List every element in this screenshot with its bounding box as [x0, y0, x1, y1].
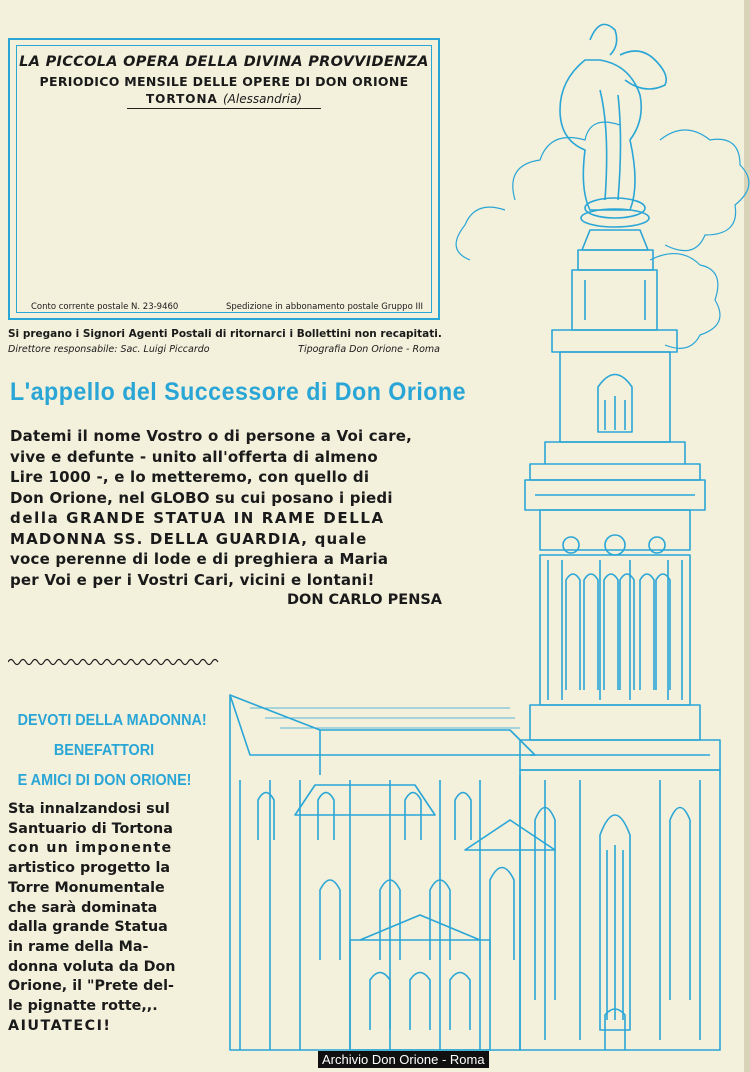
church-roof [230, 695, 555, 850]
devoti-line-1: DEVOTI DELLA MADONNA! [17, 712, 207, 729]
madonna-statue [560, 24, 666, 227]
page-edge [744, 0, 750, 1072]
body-line: che sarà dominata [8, 899, 158, 916]
devoti-line-2: BENEFATTORI [53, 742, 155, 759]
tower-shaft [520, 555, 720, 770]
masthead-rule [127, 108, 321, 109]
appeal-line: Don Orione, nel GLOBO su cui posano i piedi [10, 488, 393, 507]
body-line: Torre Monumentale [8, 879, 165, 896]
appeal-title: L'appello del Successore di Don Orione [10, 378, 467, 406]
appeal-body [10, 426, 442, 610]
masthead-inner-frame [16, 45, 432, 313]
postal-agents-notice: Si pregano i Signori Agenti Postali di ritornarci i Bollettini non recapitati. [8, 328, 442, 340]
appeal-signature: DON CARLO PENSA [286, 592, 442, 608]
masthead-box [8, 38, 440, 320]
director-credit: Direttore responsabile: Sac. Luigi Piccardo [8, 344, 210, 355]
tower-base [520, 770, 720, 1050]
devoti-line-3: E AMICI DI DON ORIONE! [17, 772, 192, 789]
postal-shipping: Spedizione in abbonamento postale Gruppo III [225, 302, 423, 312]
body-line: Santuario di Tortona [8, 820, 173, 837]
province-name: (Alessandria) [223, 92, 302, 106]
city-name: TORTONA [146, 92, 218, 106]
appeal-line: MADONNA SS. DELLA GUARDIA, quale [10, 529, 368, 548]
tower-description [8, 800, 208, 1036]
appeal-line: per Voi e per i Vostri Cari, vicini e lontani! [10, 570, 375, 589]
appeal-line: Lire 1000 -, e lo metteremo, con quello di [10, 468, 370, 486]
masthead-title: LA PICCOLA OPERA DELLA DIVINA PROVVIDENZA [19, 54, 429, 70]
body-line: Orione, il "Prete del- [8, 978, 174, 995]
tower-upper [525, 230, 705, 555]
body-line: le pignatte rotte,,. [8, 998, 158, 1015]
masthead-city [17, 92, 431, 106]
archive-watermark: Archivio Don Orione - Roma [318, 1051, 489, 1068]
body-line: AIUTATECI! [8, 1017, 112, 1034]
body-line: donna voluta da Don [8, 958, 176, 975]
church-walls [230, 775, 520, 1050]
body-line: con un imponente [8, 840, 173, 857]
postal-info-row [31, 302, 423, 312]
cloud-shapes [456, 122, 749, 348]
body-line: artistico progetto la [8, 860, 171, 877]
appeal-line: della GRANDE STATUA IN RAME DELLA [10, 509, 385, 527]
wavy-divider [8, 656, 223, 668]
appeal-line: vive e defunte - unito all'offerta di almeno [10, 447, 378, 466]
body-line: Sta innalzandosi sul [8, 801, 170, 817]
printer-credit: Tipografia Don Orione - Roma [298, 344, 440, 355]
credits-row [8, 344, 440, 355]
postal-account: Conto corrente postale N. 23-9460 [31, 302, 179, 312]
appeal-line: voce perenne di lode e di preghiera a Maria [10, 550, 389, 568]
devoti-heading [8, 706, 207, 796]
body-line: in rame della Ma- [8, 938, 149, 955]
body-line: dalla grande Statua [8, 919, 168, 936]
appeal-line: Datemi il nome Vostro o di persone a Voi care, [10, 427, 413, 445]
masthead-subtitle: PERIODICO MENSILE DELLE OPERE DI DON ORIONE [39, 74, 409, 89]
